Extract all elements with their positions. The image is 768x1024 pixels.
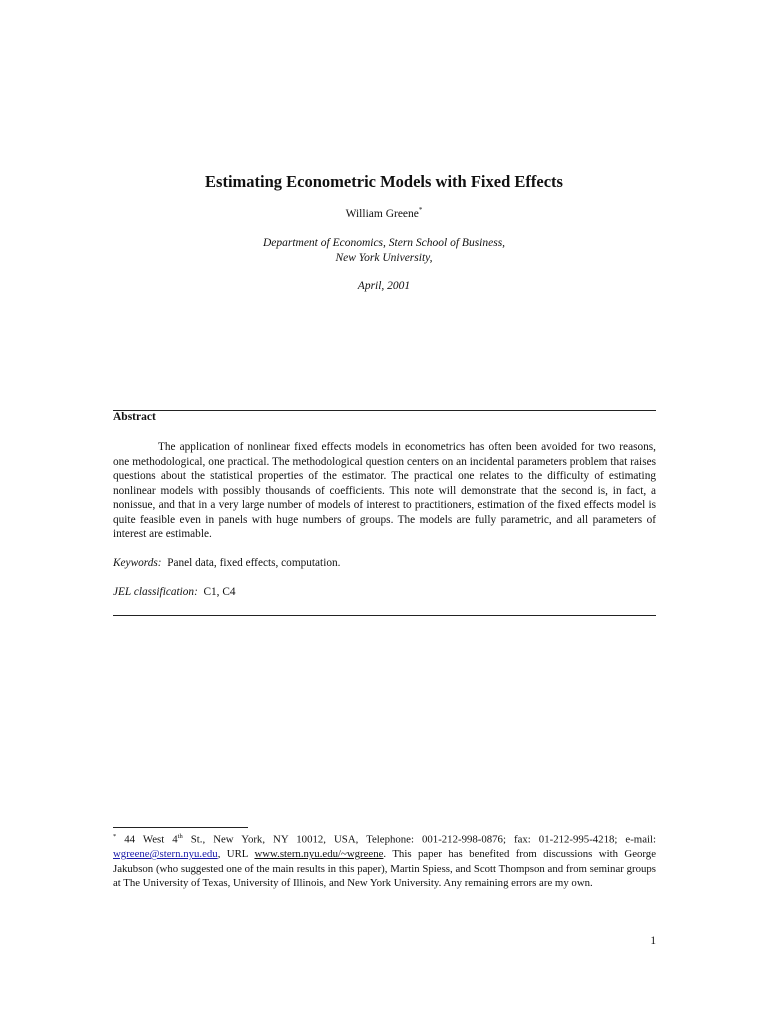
- footnote-rest: . This paper has benefited from discussions with George Jakubson (who suggested one of the main results in this paper), Martin Spiess, and Scott Thompson and from seminar groups at The University of Texas, University of Illinois, and New York University. Any remaining errors are my own.: [113, 848, 656, 890]
- abstract-body: The application of nonlinear fixed effects models in econometrics has often been avoided for two reasons, one methodological, one practical. The methodological question centers on an incidental parameters problem that raises questions about the statistical properties of the estimator. The practical one relates to the difficulty of estimating nonlinear models with possibly thousands of coefficients. This note will demonstrate that the second is, in fact, a nonissue, and that in a very large number of models of interest to practitioners, estimation of the fixed effects model is quite feasible even in panels with huge numbers of groups. The models are fully parametric, and all parameters of interest are estimable.: [113, 441, 656, 540]
- affiliation-line-2: New York University,: [335, 252, 433, 264]
- affiliation: [0, 236, 768, 266]
- footnote-address-ordinal: th: [177, 833, 183, 840]
- author-footnote-mark: *: [418, 206, 423, 214]
- author-line: [0, 206, 768, 220]
- footnote: [113, 830, 656, 891]
- abstract-bottom-divider: [113, 615, 656, 616]
- footnote-mark: *: [113, 833, 117, 840]
- homepage-link[interactable]: www.stern.nyu.edu/~wgreene: [254, 848, 384, 861]
- keywords-label: Keywords:: [113, 557, 162, 569]
- page-number: 1: [650, 935, 656, 947]
- footnote-address-prefix: 44 West 4: [116, 833, 178, 846]
- author-name: William Greene: [345, 207, 419, 220]
- footnote-address-rest: St., New York, NY 10012, USA, Telephone: 001-212-998-0876; fax: 01-212-995-4218; e-mail:: [182, 833, 656, 846]
- jel-line: [113, 586, 236, 598]
- keywords-line: [113, 557, 340, 569]
- footnote-separator: [113, 827, 248, 828]
- jel-label: JEL classification:: [113, 586, 198, 598]
- footnote-url-prefix: , URL: [217, 848, 255, 861]
- jel-value: C1, C4: [203, 586, 236, 598]
- affiliation-line-1: Department of Economics, Stern School of Business,: [262, 237, 506, 249]
- keywords-value: Panel data, fixed effects, computation.: [167, 557, 341, 569]
- paper-title: Estimating Econometric Models with Fixed Effects: [205, 172, 563, 191]
- abstract-top-divider: [113, 410, 656, 411]
- abstract-heading: Abstract: [113, 411, 156, 423]
- email-link[interactable]: wgreene@stern.nyu.edu: [113, 848, 218, 861]
- paper-date: April, 2001: [357, 280, 411, 292]
